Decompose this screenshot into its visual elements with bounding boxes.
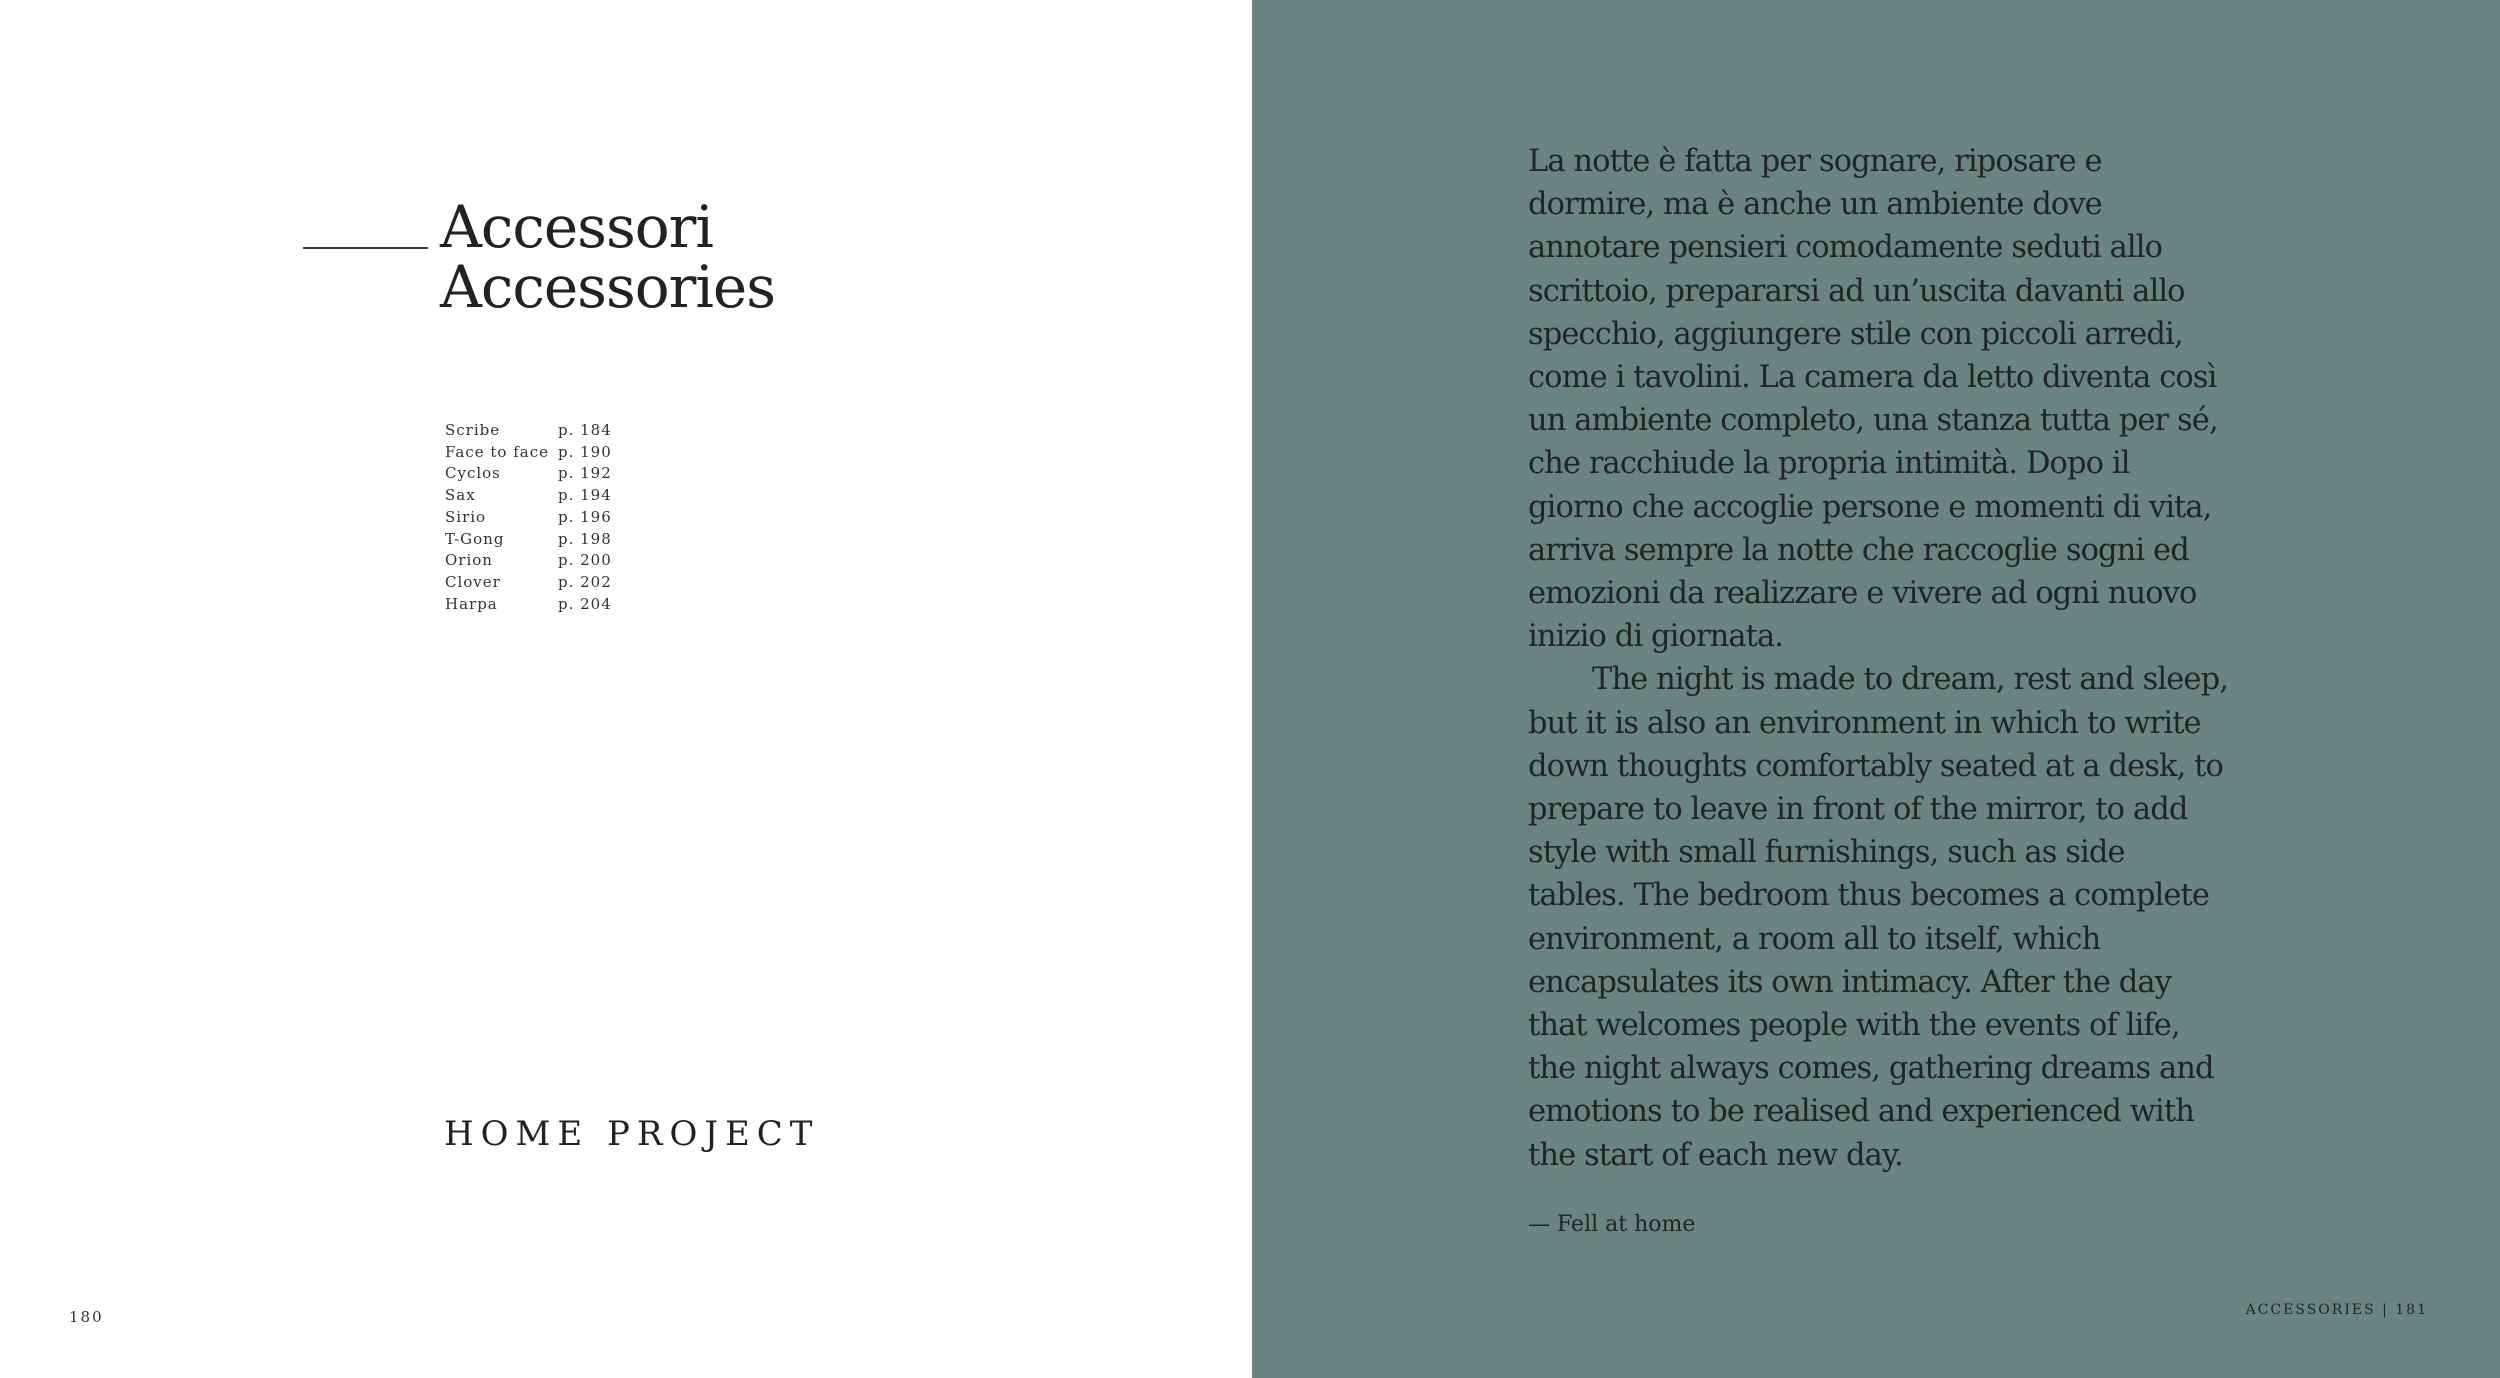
toc-item-name: Harpa (445, 594, 498, 613)
toc-item-name: T-Gong (445, 529, 505, 548)
title-italian: Accessori (440, 193, 713, 261)
section-title (440, 193, 775, 321)
paragraph-english: The night is made to dream, rest and sleep, but it is also an environment in which to write down thoughts comfortably seated at a desk, to prepare to leave in front of the mirror, to add style with small furnishings, such as side tables. The bedroom thus becomes a complete environment, a room all to itself, which encapsulates its own intimacy. After the day that welcomes people with the events of life, the night always comes, gathering dreams and emotions to be realised and experienced with the start of each new day. (1528, 662, 2228, 1173)
toc-row (445, 507, 612, 529)
toc-row (445, 485, 612, 507)
toc-item-page: p. 204 (558, 594, 612, 613)
toc-item-name: Scribe (445, 421, 501, 439)
toc-item-page: p. 200 (558, 551, 612, 570)
toc-item-name: Sirio (445, 507, 487, 526)
toc-item-page: p. 198 (558, 529, 612, 548)
toc-row (445, 529, 612, 551)
title-rule (303, 247, 428, 249)
brand-name: HOME PROJECT (444, 1114, 820, 1154)
toc-item-page: p. 190 (558, 442, 612, 461)
page-number-left: 180 (69, 1308, 104, 1326)
body-text (1528, 140, 2228, 1177)
signature: — Fell at home (1528, 1212, 1696, 1237)
toc-row (445, 420, 612, 442)
toc-row (445, 550, 612, 572)
toc-item-name: Clover (445, 572, 501, 591)
toc-row (445, 572, 612, 594)
toc-item-name: Sax (445, 486, 476, 505)
page-number-right: ACCESSORIES | 181 (2245, 1302, 2428, 1318)
toc-row (445, 463, 612, 485)
paragraph-italian: La notte è fatta per sognare, riposare e dormire, ma è anche un ambiente dove annotare pensieri comodamente seduti allo scrittoio, prepararsi ad un’uscita davanti allo specchio, aggiungere stile con piccoli arredi, come i tavolini. La camera da letto diventa così un ambiente completo, una stanza tutta per sé, che racchiude la propria intimità. Dopo il giorno che accoglie persone e momenti di vita, arriva sempre la notte che raccoglie sogni ed emozioni da realizzare e vivere ad ogni nuovo inizio di giornata. (1528, 144, 2218, 655)
toc-item-page: p. 184 (558, 421, 612, 439)
toc-item-name: Cyclos (445, 464, 501, 483)
toc-item-page: p. 194 (558, 486, 612, 505)
toc-row (445, 442, 612, 464)
title-english: Accessories (440, 253, 775, 321)
toc-item-page: p. 202 (558, 572, 612, 591)
table-of-contents (445, 420, 612, 615)
toc-item-page: p. 192 (558, 464, 612, 483)
toc-item-name: Face to face (445, 442, 549, 461)
toc-row (445, 594, 612, 616)
toc-item-name: Orion (445, 551, 493, 570)
toc-item-page: p. 196 (558, 507, 612, 526)
